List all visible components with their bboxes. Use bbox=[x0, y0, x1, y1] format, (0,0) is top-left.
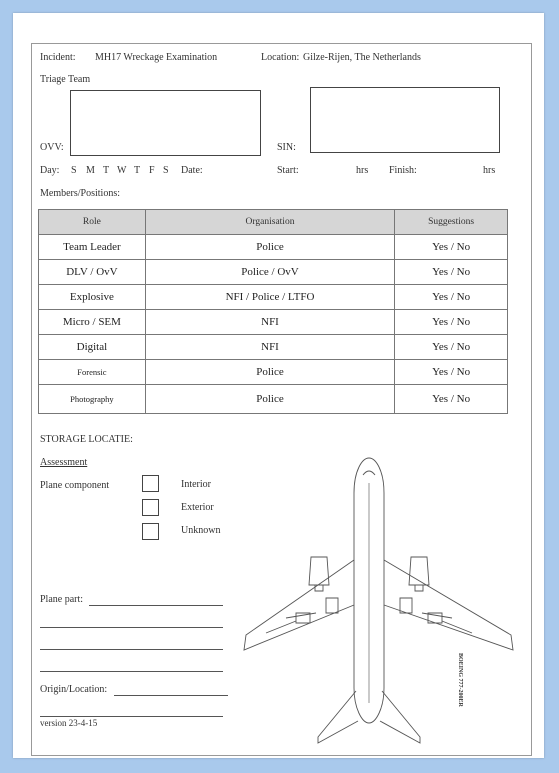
header-suggestions: Suggestions bbox=[395, 210, 508, 235]
unknown-checkbox[interactable] bbox=[142, 523, 159, 540]
left-engine-outline bbox=[309, 557, 329, 585]
plane-part-line-4[interactable] bbox=[40, 671, 223, 672]
date-label: Date: bbox=[181, 165, 203, 176]
suggestion-cell[interactable]: Yes / No bbox=[395, 360, 508, 385]
day-m[interactable]: M bbox=[86, 165, 95, 176]
origin-line-2[interactable] bbox=[40, 716, 223, 717]
table-row bbox=[39, 385, 508, 414]
ovv-label: OVV: bbox=[40, 142, 64, 153]
table-row bbox=[39, 310, 508, 335]
suggestion-cell[interactable]: Yes / No bbox=[395, 285, 508, 310]
table-row bbox=[39, 260, 508, 285]
aircraft-caption: BOEING 777-200ER bbox=[457, 653, 463, 707]
location-value: Gilze-Rijen, The Netherlands bbox=[303, 52, 421, 63]
header-organisation: Organisation bbox=[145, 210, 394, 235]
day-s2[interactable]: S bbox=[163, 165, 169, 176]
sin-label: SIN: bbox=[277, 142, 296, 153]
interior-checkbox[interactable] bbox=[142, 475, 159, 492]
origin-label: Origin/Location: bbox=[40, 684, 108, 695]
plane-part-label: Plane part: bbox=[40, 594, 84, 605]
ovv-box[interactable] bbox=[70, 90, 261, 156]
org-cell: Police bbox=[145, 360, 394, 385]
suggestion-cell[interactable]: Yes / No bbox=[395, 335, 508, 360]
aircraft-diagram-icon bbox=[226, 453, 526, 745]
interior-label: Interior bbox=[181, 479, 211, 490]
plane-part-line-3[interactable] bbox=[40, 649, 223, 650]
suggestion-cell[interactable]: Yes / No bbox=[395, 385, 508, 414]
exterior-checkbox[interactable] bbox=[142, 499, 159, 516]
exterior-label: Exterior bbox=[181, 502, 214, 513]
role-cell: Photography bbox=[39, 385, 146, 414]
suggestion-cell[interactable]: Yes / No bbox=[395, 310, 508, 335]
table-row bbox=[39, 285, 508, 310]
unknown-label: Unknown bbox=[181, 525, 221, 536]
triage-team-label: Triage Team bbox=[40, 74, 91, 85]
incident-label: Incident: bbox=[40, 52, 76, 63]
role-cell: DLV / OvV bbox=[39, 260, 146, 285]
form-sheet bbox=[13, 13, 544, 758]
storage-title: STORAGE LOCATIE: bbox=[40, 434, 133, 445]
role-cell: Digital bbox=[39, 335, 146, 360]
org-cell: NFI bbox=[145, 335, 394, 360]
start-label: Start: bbox=[277, 165, 299, 176]
crew-table bbox=[38, 209, 508, 414]
day-t2[interactable]: T bbox=[134, 165, 141, 176]
day-w[interactable]: W bbox=[117, 165, 127, 176]
incident-value: MH17 Wreckage Examination bbox=[95, 52, 218, 63]
assessment-heading: Assessment bbox=[40, 457, 88, 468]
day-f[interactable]: F bbox=[149, 165, 155, 176]
org-cell: Police bbox=[145, 235, 394, 260]
org-cell: Police bbox=[145, 385, 394, 414]
day-s[interactable]: S bbox=[71, 165, 77, 176]
suggestion-cell[interactable]: Yes / No bbox=[395, 235, 508, 260]
version-label: version 23-4-15 bbox=[40, 718, 98, 728]
role-cell: Team Leader bbox=[39, 235, 146, 260]
plane-part-line[interactable] bbox=[89, 605, 223, 606]
sin-box[interactable] bbox=[310, 87, 500, 153]
org-cell: Police / OvV bbox=[145, 260, 394, 285]
role-cell: Forensic bbox=[39, 360, 146, 385]
role-cell: Explosive bbox=[39, 285, 146, 310]
members-label: Members/Positions: bbox=[40, 188, 121, 199]
role-cell: Micro / SEM bbox=[39, 310, 146, 335]
table-row bbox=[39, 235, 508, 260]
suggestion-cell[interactable]: Yes / No bbox=[395, 260, 508, 285]
location-label: Location: bbox=[261, 52, 300, 63]
day-label: Day: bbox=[40, 165, 60, 176]
finish-hrs: hrs bbox=[483, 165, 496, 176]
left-wing-outline bbox=[244, 560, 354, 650]
table-row bbox=[39, 360, 508, 385]
finish-label: Finish: bbox=[389, 165, 417, 176]
plane-part-line-2[interactable] bbox=[40, 627, 223, 628]
right-wing-outline bbox=[384, 560, 513, 650]
origin-line[interactable] bbox=[114, 695, 228, 696]
header-role: Role bbox=[39, 210, 146, 235]
start-hrs: hrs bbox=[356, 165, 369, 176]
org-cell: NFI / Police / LTFO bbox=[145, 285, 394, 310]
day-t[interactable]: T bbox=[103, 165, 110, 176]
right-stabilizer-outline bbox=[380, 691, 420, 743]
left-stabilizer-outline bbox=[318, 691, 358, 743]
table-row bbox=[39, 335, 508, 360]
plane-component-label: Plane component bbox=[40, 480, 110, 491]
org-cell: NFI bbox=[145, 310, 394, 335]
